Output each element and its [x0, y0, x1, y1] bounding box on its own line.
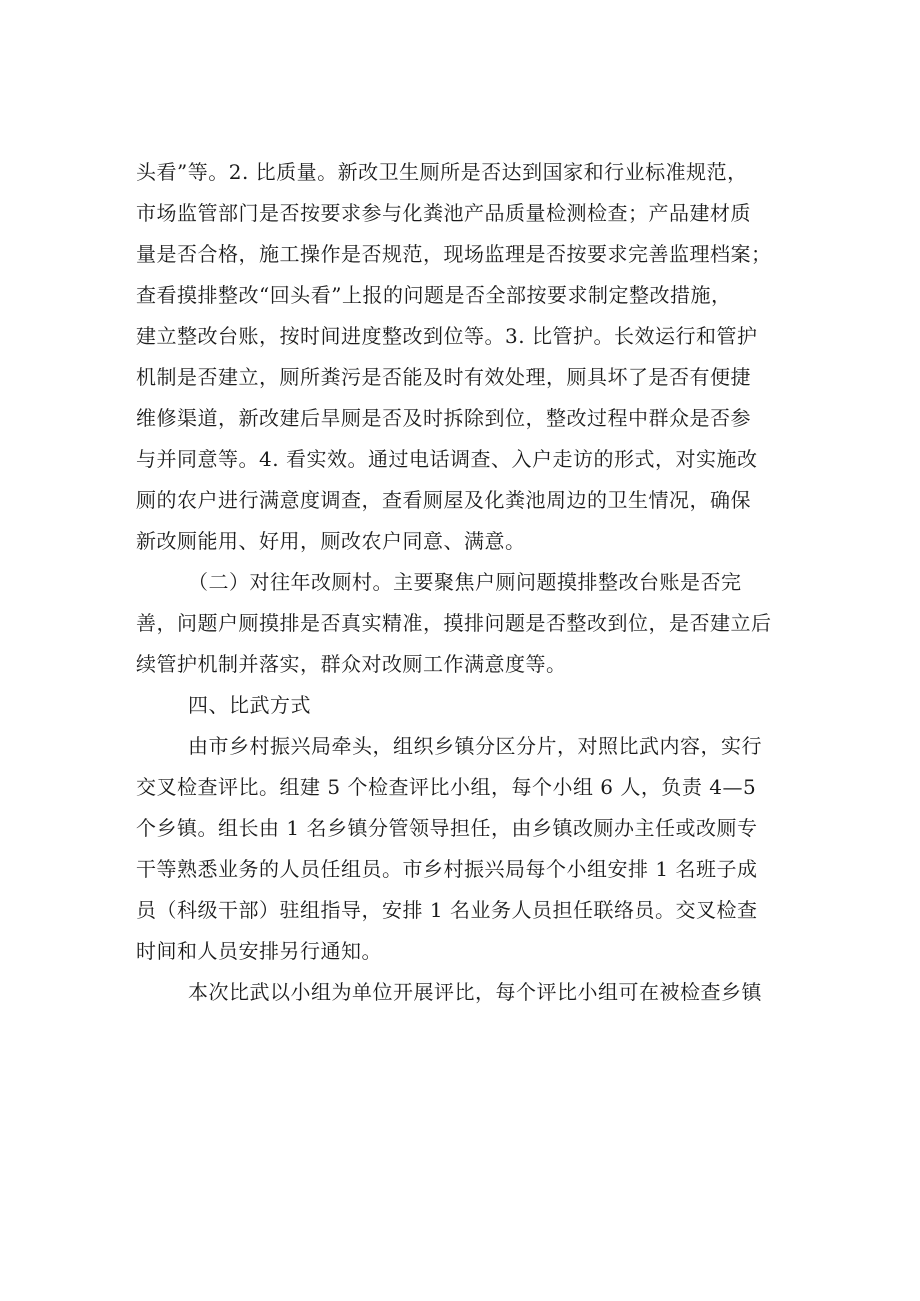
- text-line: 量是否合格，施工操作是否规范，现场监理是否按要求完善监理档案；: [136, 242, 772, 266]
- text-line: 新改厕能用、好用，厕改农户同意、满意。: [136, 529, 526, 553]
- text-line: 个乡镇。组长由 1 名乡镇分管领导担任，由乡镇改厕办主任或改厕专: [136, 816, 758, 840]
- text-line: 时间和人员安排另行通知。: [136, 939, 382, 963]
- text-line: 厕的农户进行满意度调查，查看厕屋及化粪池周边的卫生情况，确保: [136, 488, 751, 512]
- text-line: 头看”等。2. 比质量。新改卫生厕所是否达到国家和行业标准规范，: [136, 160, 748, 184]
- section-heading-line: （二）对往年改厕村。主要聚焦户厕问题摸排整改台账是否完: [188, 570, 742, 594]
- paragraph-first-line: 本次比武以小组为单位开展评比，每个评比小组可在被检查乡镇: [188, 980, 762, 1004]
- text-line: 交叉检查评比。组建 5 个检查评比小组，每个小组 6 人，负责 4—5: [136, 775, 757, 799]
- text-line: 员（科级干部）驻组指导，安排 1 名业务人员担任联络员。交叉检查: [136, 898, 758, 922]
- text-line: 市场监管部门是否按要求参与化粪池产品质量检测检查；产品建材质: [136, 201, 751, 225]
- text-line: 机制是否建立，厕所粪污是否能及时有效处理，厕具坏了是否有便捷: [136, 365, 751, 389]
- text-line: 干等熟悉业务的人员任组员。市乡村振兴局每个小组安排 1 名班子成: [136, 857, 758, 881]
- text-line: 建立整改台账，按时间进度整改到位等。3. 比管护。长效运行和管护: [136, 324, 758, 348]
- text-line: 续管护机制并落实，群众对改厕工作满意度等。: [136, 652, 567, 676]
- text-line: 善，问题户厕摸排是否真实精准，摸排问题是否整改到位，是否建立后: [136, 611, 772, 635]
- text-line: 查看摸排整改“回头看”上报的问题是否全部按要求制定整改措施，: [136, 283, 732, 307]
- paragraph-first-line: 由市乡村振兴局牵头，组织乡镇分区分片，对照比武内容，实行: [188, 734, 762, 758]
- text-line: 维修渠道，新改建后旱厕是否及时拆除到位，整改过程中群众是否参: [136, 406, 751, 430]
- section-title: 四、比武方式: [188, 693, 311, 717]
- text-line: 与并同意等。4. 看实效。通过电话调查、入户走访的形式，对实施改: [136, 447, 758, 471]
- document-body: [136, 152, 786, 1013]
